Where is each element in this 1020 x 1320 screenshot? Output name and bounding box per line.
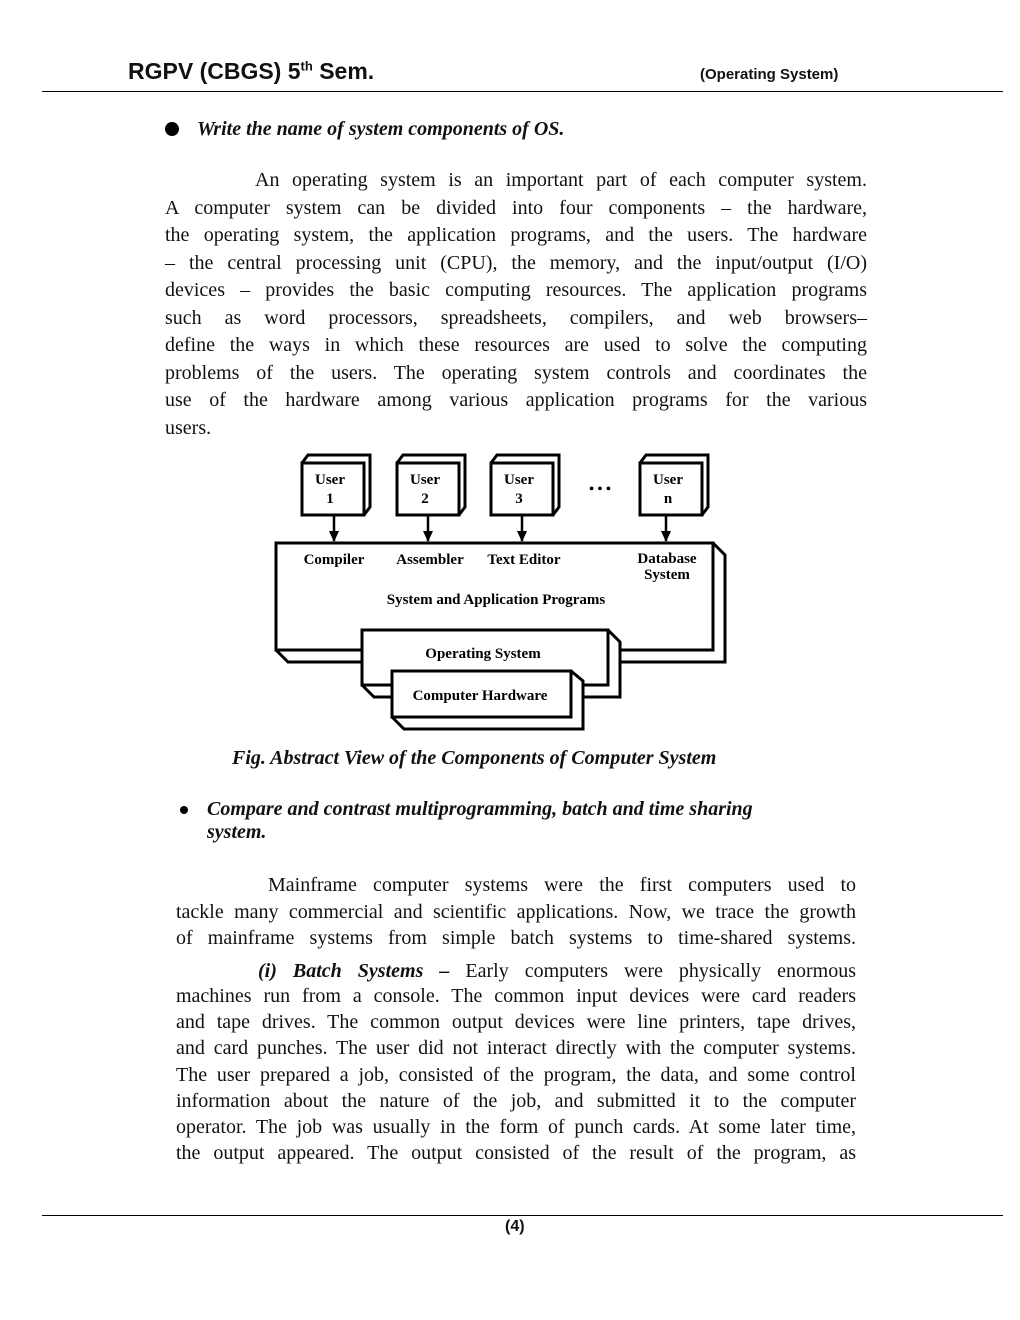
text-line: devices – provides the basic computing resources. The application programs [165, 279, 867, 301]
user-n-num: n [663, 491, 673, 507]
user-3-label: User [504, 472, 534, 488]
user-n-label: User [653, 472, 683, 488]
bullet-icon [180, 806, 188, 814]
os-components-diagram [270, 445, 730, 735]
layer-hardware-label: Computer Hardware [412, 688, 548, 704]
layer-programs-label: System and Application Programs [386, 592, 606, 608]
page-number: (4) [505, 1218, 525, 1235]
text-line: information about the nature of the job, and submitted it to the computer [176, 1089, 856, 1112]
user-1-num: 1 [326, 491, 334, 507]
user-2-num: 2 [421, 491, 429, 507]
text-line: – the central processing unit (CPU), the memory, and the input/output (I/O) [165, 251, 867, 274]
program-database-2: System [644, 567, 690, 583]
program-database-1: Database [637, 551, 697, 567]
text-line: such as word processors, spreadsheets, compilers, and web browsers– [165, 306, 867, 329]
footer-rule [42, 1215, 1003, 1216]
user-2-label: User [410, 472, 440, 488]
text-line: and card punches. The user did not interact directly with the computer systems. [176, 1037, 856, 1060]
text-line: tackle many commercial and scientific applications. Now, we trace the growth [176, 900, 856, 923]
text-line: the operating system, the application programs, and the users. The hardware [165, 224, 867, 246]
text-line: define the ways in which these resources are used to solve the computing [165, 334, 867, 356]
header-subject: (Operating System) [700, 66, 839, 83]
batch-line: (i) Batch Systems – Early computers were physically enormous [258, 960, 856, 982]
user-1-label: User [315, 472, 345, 488]
figure-caption: Fig. Abstract View of the Components of Computer System [232, 747, 717, 769]
text-line: A computer system can be divided into four components – the hardware, [165, 196, 867, 219]
text-line: users. [165, 416, 212, 439]
text-line: operator. The job was usually in the form of punch cards. At some later time, [176, 1116, 856, 1138]
section2-heading-line1: Compare and contrast multiprogramming, batch and time sharing [207, 798, 753, 820]
text-line: and tape drives. The common output devices were line printers, tape drives, [176, 1011, 856, 1034]
ellipsis: • • • [589, 482, 611, 497]
header-rule [42, 91, 1003, 92]
program-assembler: Assembler [396, 552, 464, 568]
text-line: Mainframe computer systems were the first computers used to [268, 874, 856, 896]
text-line: machines run from a console. The common input devices were card readers [176, 985, 856, 1007]
text-line: the output appeared. The output consisted of the result of the program, as [176, 1142, 856, 1165]
section1-heading: Write the name of system components of OS. [197, 118, 565, 140]
text-line: use of the hardware among various application programs for the various [165, 389, 867, 411]
text-line: An operating system is an important part of each computer system. [255, 169, 867, 191]
text-line: problems of the users. The operating system controls and coordinates the [165, 361, 867, 384]
header-title: RGPV (CBGS) 5th Sem. [128, 58, 375, 84]
text-line: The user prepared a job, consisted of the program, the data, and some control [176, 1063, 856, 1086]
bullet-icon [165, 122, 179, 136]
program-text-editor: Text Editor [487, 552, 561, 568]
user-3-num: 3 [515, 491, 523, 507]
layer-os-label: Operating System [425, 646, 541, 662]
section2-heading-line2: system. [207, 821, 267, 843]
program-compiler: Compiler [303, 552, 365, 568]
text-line: of mainframe systems from simple batch systems to time-shared systems. [176, 927, 856, 949]
